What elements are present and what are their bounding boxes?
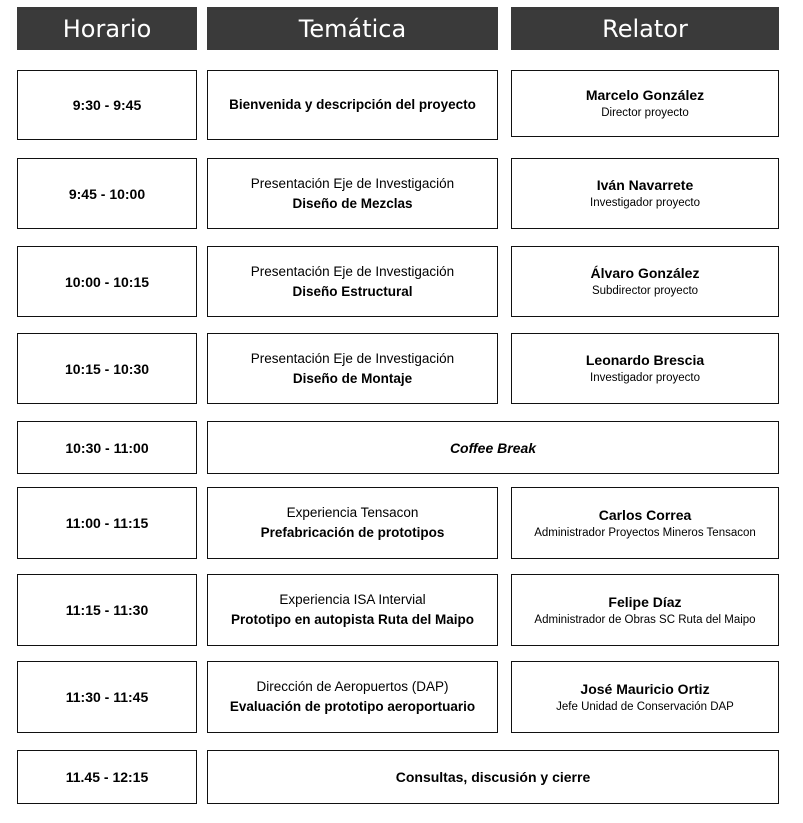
closing-cell <box>207 750 779 804</box>
header-relator: Relator <box>511 7 779 50</box>
topic-cell <box>207 70 498 140</box>
speaker-cell <box>511 70 779 137</box>
speaker-cell <box>511 487 779 559</box>
speaker-role: Investigador proyecto <box>590 372 700 384</box>
break-cell <box>207 421 779 474</box>
time-label: 11:00 - 11:15 <box>65 515 149 531</box>
time-cell <box>17 158 197 229</box>
topic-title: Prototipo en autopista Ruta del Maipo <box>231 612 474 627</box>
time-label: 9:30 - 9:45 <box>72 97 142 113</box>
topic-title: Evaluación de prototipo aeroportuario <box>229 699 476 714</box>
topic-title: Prefabricación de prototipos <box>260 525 445 540</box>
coffee-break-label: Coffee Break <box>449 439 537 456</box>
topic-subtitle: Presentación Eje de Investigación <box>250 263 455 279</box>
speaker-role: Jefe Unidad de Conservación DAP <box>556 700 734 713</box>
topic-subtitle: Presentación Eje de Investigación <box>250 350 455 366</box>
speaker-role: Director proyecto <box>601 107 689 119</box>
speaker-cell <box>511 246 779 317</box>
speaker-name: Iván Navarrete <box>596 177 694 193</box>
topic-subtitle: Presentación Eje de Investigación <box>250 175 455 191</box>
time-cell <box>17 574 197 646</box>
speaker-role: Administrador Proyectos Mineros Tensacon <box>534 526 756 539</box>
topic-cell <box>207 158 498 229</box>
topic-cell <box>207 246 498 317</box>
speaker-role: Subdirector proyecto <box>591 285 699 297</box>
speaker-name: Álvaro González <box>590 265 700 281</box>
time-label: 11:15 - 11:30 <box>65 602 149 618</box>
topic-cell <box>207 661 498 733</box>
time-cell <box>17 333 197 404</box>
speaker-role: Investigador proyecto <box>590 197 700 209</box>
topic-title: Diseño de Mezclas <box>292 195 413 211</box>
speaker-cell <box>511 158 779 229</box>
topic-title: Diseño de Montaje <box>292 370 413 386</box>
closing-label: Consultas, discusión y cierre <box>395 769 591 785</box>
time-label: 10:15 - 10:30 <box>64 360 150 377</box>
time-cell <box>17 70 197 140</box>
speaker-role: Administrador de Obras SC Ruta del Maipo <box>534 613 756 626</box>
speaker-cell <box>511 333 779 404</box>
speaker-name: Felipe Díaz <box>608 593 682 610</box>
time-cell <box>17 750 197 804</box>
speaker-name: José Mauricio Ortiz <box>580 680 710 697</box>
speaker-name: Marcelo González <box>585 87 705 103</box>
time-label: 9:45 - 10:00 <box>68 185 146 202</box>
header-horario: Horario <box>17 7 197 50</box>
speaker-cell <box>511 661 779 733</box>
topic-cell <box>207 487 498 559</box>
speaker-name: Carlos Correa <box>598 506 692 523</box>
topic-cell <box>207 333 498 404</box>
time-label: 11:30 - 11:45 <box>65 689 149 705</box>
topic-subtitle: Experiencia Tensacon <box>286 505 419 520</box>
topic-cell <box>207 574 498 646</box>
time-cell <box>17 246 197 317</box>
time-cell <box>17 487 197 559</box>
time-label: 10:00 - 10:15 <box>64 273 150 290</box>
topic-title: Bienvenida y descripción del proyecto <box>229 97 476 112</box>
speaker-cell <box>511 574 779 646</box>
topic-subtitle: Dirección de Aeropuertos (DAP) <box>256 679 449 694</box>
time-label: 10:30 - 11:00 <box>65 439 149 456</box>
time-cell <box>17 661 197 733</box>
speaker-name: Leonardo Brescia <box>585 352 705 368</box>
header-tematica: Temática <box>207 7 498 50</box>
topic-title: Diseño Estructural <box>292 283 413 299</box>
time-label: 11.45 - 12:15 <box>65 769 149 785</box>
topic-subtitle: Experiencia ISA Intervial <box>279 592 426 607</box>
time-cell <box>17 421 197 474</box>
